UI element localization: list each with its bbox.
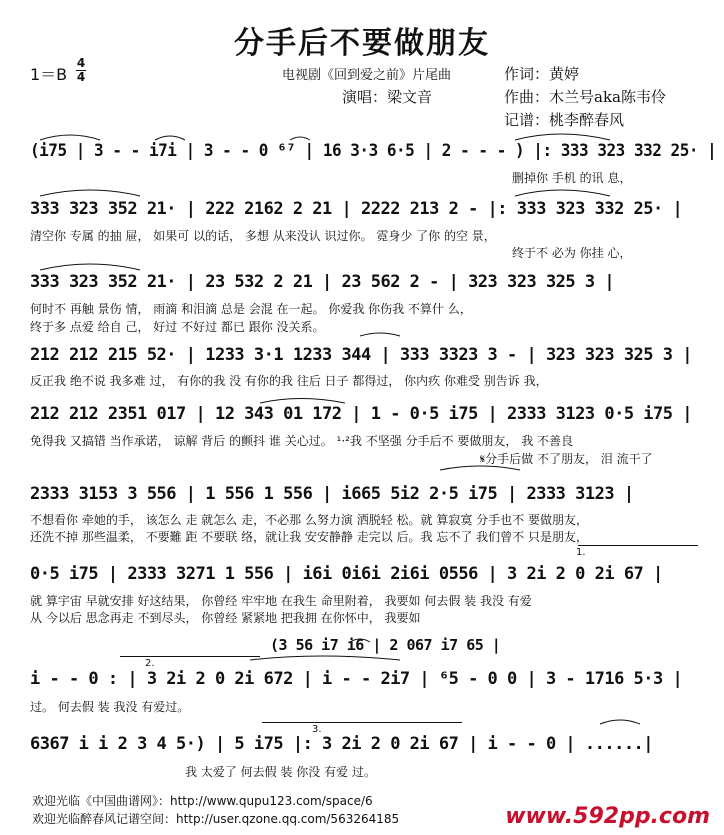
lyric-line: 我 太爱了 何去假 装 你没 有爱 过。	[185, 765, 376, 779]
composer: 作曲：木兰号aka陈韦伶	[504, 88, 666, 106]
meter-bottom: 4	[76, 70, 86, 84]
lyric-line: 𝄋分手后做 不了朋友， 泪 流干了	[480, 452, 653, 466]
staff-line: (i75 | 3 - - i7i | 3 - - 0 ⁶⁷ | 16 3·3 6·5 | 2 - - - ) |: 333 323 332 25· |	[30, 141, 717, 161]
lyric-line: 不想看你 牵她的手， 该怎么 走 就怎么 走，不必那 么努力演 洒脱轻 松。就 算寂寞 分手也不 要做朋友，	[30, 513, 588, 527]
volta-bracket-2	[120, 656, 260, 657]
staff-line: (3 56 i7 i6 | 2 067 i7 65 |	[270, 636, 501, 654]
key-signature: 1＝B	[30, 65, 68, 84]
staff-line: 212 212 215 52· | 1233 3·1 1233 344 | 333 3323 3 - | 323 323 325 3 |	[30, 345, 692, 365]
meter-top: 4	[76, 56, 86, 70]
staff-line: 2333 3153 3 556 | 1 556 1 556 | i665 5i2 2·5 i75 | 2333 3123 |	[30, 484, 634, 504]
lyric-line: 终于不 必为 你挂 心，	[512, 246, 632, 260]
staff-line: 6367 i i 2 3 4 5·) | 5 i75 |: 3 2i 2 0 2i 67 | i - - 0 | ......|	[30, 734, 654, 754]
volta-label-3: 3.	[312, 724, 322, 735]
lyric-line: 过。 何去假 装 我没 有爱过。	[30, 700, 190, 714]
singer: 演唱：梁文音	[342, 88, 433, 106]
footer-line-2: 欢迎光临醉春风记谱空间：http://user.qzone.qq.com/563264185	[32, 812, 400, 826]
lyricist: 作词：黄婷	[504, 65, 580, 83]
staff-line: i - - 0 : | 3 2i 2 0 2i 672 | i - - 2i7 | ⁶5 - 0 0 | 3 - 1716 5·3 |	[30, 669, 683, 689]
staff-line: 333 323 352 21· | 23 532 2 21 | 23 562 2 - | 323 323 325 3 |	[30, 272, 615, 292]
transcriber: 记谱：桃李醉春风	[504, 111, 625, 129]
lyric-line: 免得我 又搞错 当作承诺， 谅解 背后 的颤抖 谁 关心过。 ¹·²我 不坚强 分手后不 要做朋友， 我 不善良	[30, 434, 574, 448]
volta-label-2: 2.	[145, 658, 155, 669]
lyric-line: 就 算宇宙 早就安排 好这结果， 你曾经 牢牢地 在我生 命里附着， 我要如 何去假 装 我没 有爱	[30, 594, 532, 608]
staff-line: 212 212 2351 017 | 12 343 01 172 | 1 - 0·5 i75 | 2333 3123 0·5 i75 |	[30, 404, 692, 424]
lyric-line: 从 今以后 思念再走 不到尽头， 你曾经 紧紧地 把我拥 在你怀中， 我要如	[30, 611, 421, 625]
lyric-line: 清空你 专属 的抽 屉， 如果可 以的话， 多想 从来没认 识过你。 霓身少 了你 的空 景，	[30, 229, 496, 243]
footer-line-1: 欢迎光临《中国曲谱网》：http://www.qupu123.com/space/6	[32, 794, 373, 808]
lyric-line: 何时不 再触 景伤 情， 雨滴 和泪滴 总是 会混 在一起。 你爱我 你伤我 不算什 么，	[30, 302, 472, 316]
lyric-line: 删掉你 手机 的讯 息，	[512, 171, 632, 185]
volta-bracket-1	[578, 545, 698, 546]
volta-label-1: 1.	[576, 547, 586, 558]
staff-line: 0·5 i75 | 2333 3271 1 556 | i6i 0i6i 2i6i 0556 | 3 2i 2 0 2i 67 |	[30, 564, 663, 584]
lyric-line: 还洗不掉 那些温柔， 不要難 距 不要联 络，就让我 安安静静 走完以 后。我 忘不了 我们曾不 只是朋友，	[30, 530, 588, 544]
staff-line: 333 323 352 21· | 222 2162 2 21 | 2222 213 2 - |: 333 323 332 25· |	[30, 199, 683, 219]
volta-bracket-3	[262, 722, 462, 723]
song-title: 分手后不要做朋友	[234, 26, 490, 61]
lyric-line: 反正我 绝不说 我多难 过， 有你的我 没 有你的我 往后 日子 都得过， 你内疚 你难受 别告诉 我，	[30, 374, 548, 388]
lyric-line: 终于多 点爱 给自 己， 好过 不好过 都已 跟你 没关系。	[30, 320, 325, 334]
watermark: www.592pp.com	[505, 804, 710, 829]
subtitle: 电视剧《回到爱之前》片尾曲	[282, 68, 452, 83]
